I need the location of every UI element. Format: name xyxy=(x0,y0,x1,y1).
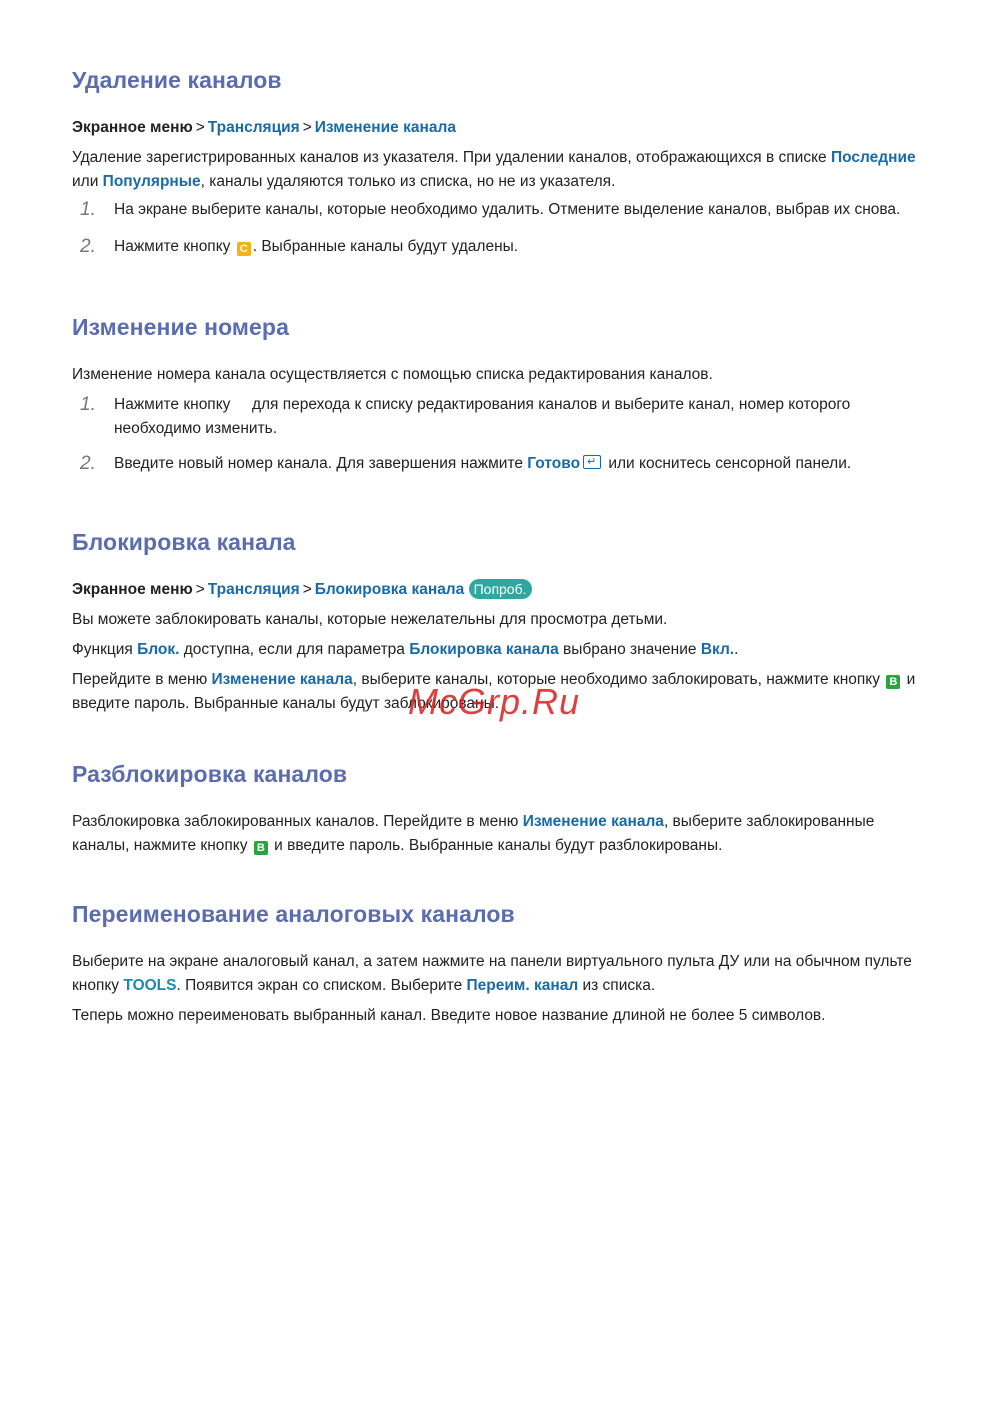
edit-channel-link[interactable]: Изменение канала xyxy=(522,813,664,830)
step-item: 2. Нажмите кнопку C . Выбранные каналы будут удалены. xyxy=(80,236,519,257)
section-title-delete-channels: Удаление каналов xyxy=(72,67,282,93)
section-title-lock-channel: Блокировка канала xyxy=(72,529,296,555)
rename-channel-link[interactable]: Переим. канал xyxy=(466,977,579,994)
step-number: 1. xyxy=(80,199,96,220)
edit-channel-link[interactable]: Изменение канала xyxy=(211,671,353,688)
lock-channel-link[interactable]: Блокировка канала xyxy=(409,641,559,658)
step-item: 1. Нажмите кнопку для перехода к списку редактирования каналов и выберите канал, номер которого необходимо изменить. xyxy=(80,394,855,437)
intro-paragraph: Удаление зарегистрированных каналов из указателя. При удалении каналов, отображающихся в списке Последние или Популярные, каналы удаляются только из списка, но не из указателя. xyxy=(72,149,916,190)
section-title-unlock-channels: Разблокировка каналов xyxy=(72,761,348,787)
breadcrumb: Экранное меню > Трансляция > Изменение канала xyxy=(72,119,456,136)
breadcrumb-lock-channel-link[interactable]: Блокировка канала xyxy=(314,581,465,598)
breadcrumb-broadcast-link[interactable]: Трансляция xyxy=(207,581,300,598)
paragraph: Функция Блок. доступна, если для параметра Блокировка канала выбрано значение Вкл.. xyxy=(72,641,739,658)
step-number: 1. xyxy=(80,394,96,415)
green-b-button-icon: B xyxy=(254,841,268,855)
section-title-change-number: Изменение номера xyxy=(72,314,289,340)
breadcrumb-broadcast-link[interactable]: Трансляция xyxy=(207,119,300,136)
step-number: 2. xyxy=(80,453,96,474)
intro-paragraph: Изменение номера канала осуществляется с помощью списка редактирования каналов. xyxy=(72,366,713,383)
recent-link[interactable]: Последние xyxy=(830,149,916,166)
yellow-c-button-icon: C xyxy=(237,242,251,256)
paragraph: Теперь можно переименовать выбранный канал. Введите новое название длиной не более 5 символов. xyxy=(72,1007,826,1024)
green-b-button-icon: B xyxy=(886,675,900,689)
on-value-link[interactable]: Вкл. xyxy=(700,641,735,658)
enter-icon xyxy=(583,455,601,469)
breadcrumb: Экранное меню > Трансляция > Блокировка канала Попроб. xyxy=(72,578,930,602)
breadcrumb-edit-channel-link[interactable]: Изменение канала xyxy=(314,119,456,136)
breadcrumb-menu: Экранное меню xyxy=(72,581,193,598)
watermark: McGrp.Ru xyxy=(408,681,581,722)
popular-link[interactable]: Популярные xyxy=(102,173,201,190)
step-item: 1. На экране выберите каналы, которые необходимо удалить. Отмените выделение каналов, выбрав их снова. xyxy=(80,199,901,220)
tools-link[interactable]: TOOLS xyxy=(123,977,177,994)
paragraph: Вы можете заблокировать каналы, которые нежелательны для просмотра детьми. xyxy=(72,611,668,628)
step-number: 2. xyxy=(80,236,96,257)
paragraph: Перейдите в меню Изменение канала, выберите каналы, которые необходимо заблокировать, нажмите кнопку B и введите пароль. Выбранные каналы будут заблокированы. xyxy=(72,671,916,712)
paragraph: Выберите на экране аналоговый канал, а затем нажмите на панели виртуального пульта ДУ или на обычном пульте кнопку TOOLS. Появится экран со списком. Выберите Переим. канал из списка. xyxy=(72,953,912,994)
document-page xyxy=(72,64,930,1028)
step-item: 2. Введите новый номер канала. Для завершения нажмите Готово↵ или коснитесь сенсорной панели. xyxy=(72,452,930,476)
section-title-rename-analog-channels: Переименование аналоговых каналов xyxy=(72,901,515,927)
done-link[interactable]: Готово xyxy=(527,455,581,472)
lock-link[interactable]: Блок. xyxy=(137,641,180,658)
try-now-badge[interactable]: Попроб. xyxy=(469,579,532,599)
paragraph: Разблокировка заблокированных каналов. Перейдите в меню Изменение канала, выберите заблокированные каналы, нажмите кнопку B и введите пароль. Выбранные каналы будут разблокированы. xyxy=(72,813,875,854)
breadcrumb-menu: Экранное меню xyxy=(72,119,193,136)
